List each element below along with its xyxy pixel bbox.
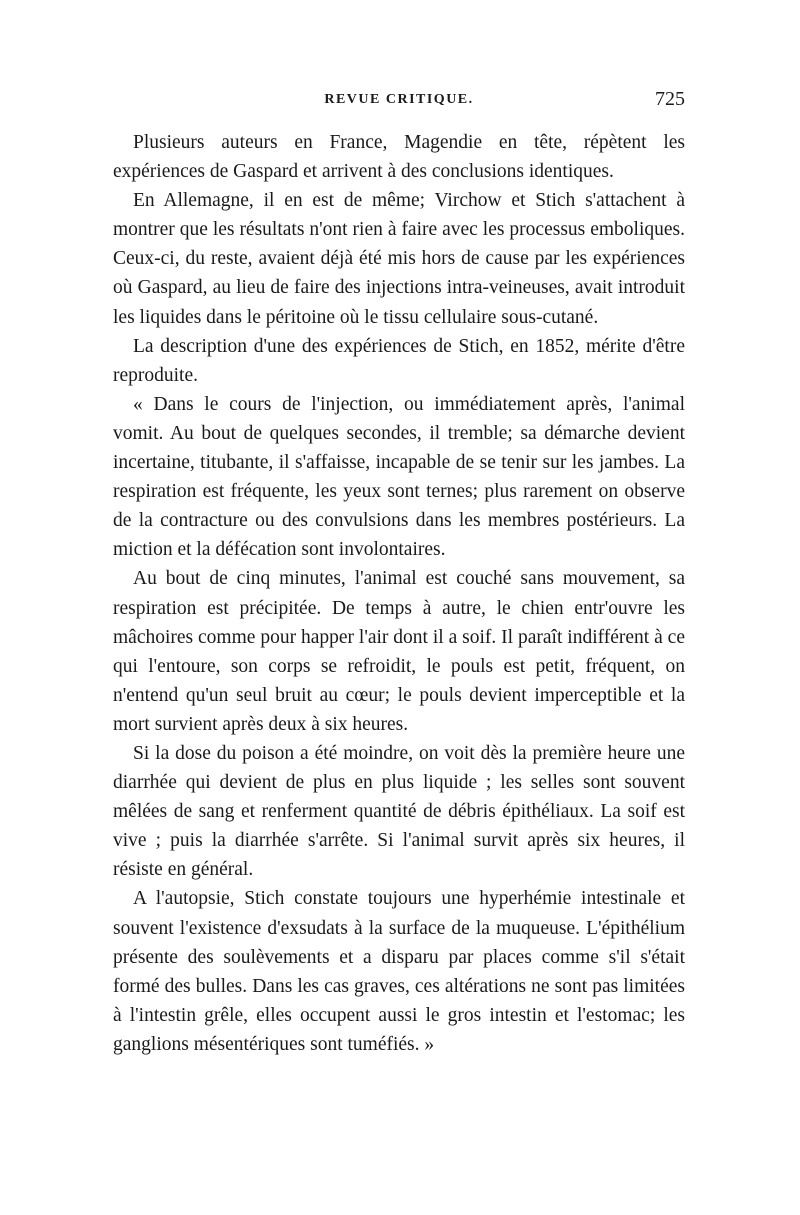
paragraph-7: A l'autopsie, Stich constate toujours une hyperhémie intestinale et souvent l'existence d'exsudats à la surface de la muqueuse. L'épithélium présente des soulèvements et a disparu par places comme s'il s'était formé des bulles. Dans les cas graves, ces altérations ne sont pas limitées à l'intestin grêle, elles occupent aussi le gros intestin et l'estomac; les ganglions mésentériques sont tuméfiés. » [113,888,685,1055]
running-title: REVUE CRITIQUE. [324,92,474,107]
paragraph-2: En Allemagne, il en est de même; Virchow et Stich s'attachent à montrer que les résultats n'ont rien à faire avec les processus emboliques. Ceux-ci, du reste, avaient déjà été mis hors de cause par les expériences où Gaspard, au lieu de faire des injections intra-veineuses, avait introduit les liquides dans le péritoine où le tissu cellulaire sous-cutané. [113,190,685,328]
body-text [113,128,685,1059]
paragraph-6: Si la dose du poison a été moindre, on voit dès la première heure une diarrhée qui devient de plus en plus liquide ; les selles sont souvent mêlées de sang et renferment quantité de débris épithéliaux. La soif est vive ; puis la diarrhée s'arrête. Si l'animal survit après six heures, il résiste en général. [113,742,685,881]
running-head [113,88,685,116]
paragraph-1: Plusieurs auteurs en France, Magendie en tête, répètent les expériences de Gaspard et arrivent à des conclusions identiques. [113,132,685,183]
paragraph-3: La description d'une des expériences de Stich, en 1852, mérite d'être reproduite. [113,335,685,386]
paragraph-5: Au bout de cinq minutes, l'animal est couché sans mouvement, sa respiration est précipitée. De temps à autre, le chien entr'ouvre les mâchoires comme pour happer l'air dont il a soif. Il paraît indifférent à ce qui l'entoure, son corps se refroidit, le pouls est petit, fréquent, on n'entend qu'un seul bruit au cœur; le pouls devient imperceptible et la mort survient après deux à six heures. [113,568,685,735]
page-number: 725 [655,88,685,110]
paragraph-4: « Dans le cours de l'injection, ou immédiatement après, l'animal vomit. Au bout de quelques secondes, il tremble; sa démarche devient incertaine, titubante, il s'affaisse, incapable de se tenir sur les jambes. La respiration est fréquente, les yeux sont ternes; plus rarement on observe de la contracture ou des convulsions dans les membres postérieurs. La miction et la défécation sont involontaires. [113,393,685,561]
